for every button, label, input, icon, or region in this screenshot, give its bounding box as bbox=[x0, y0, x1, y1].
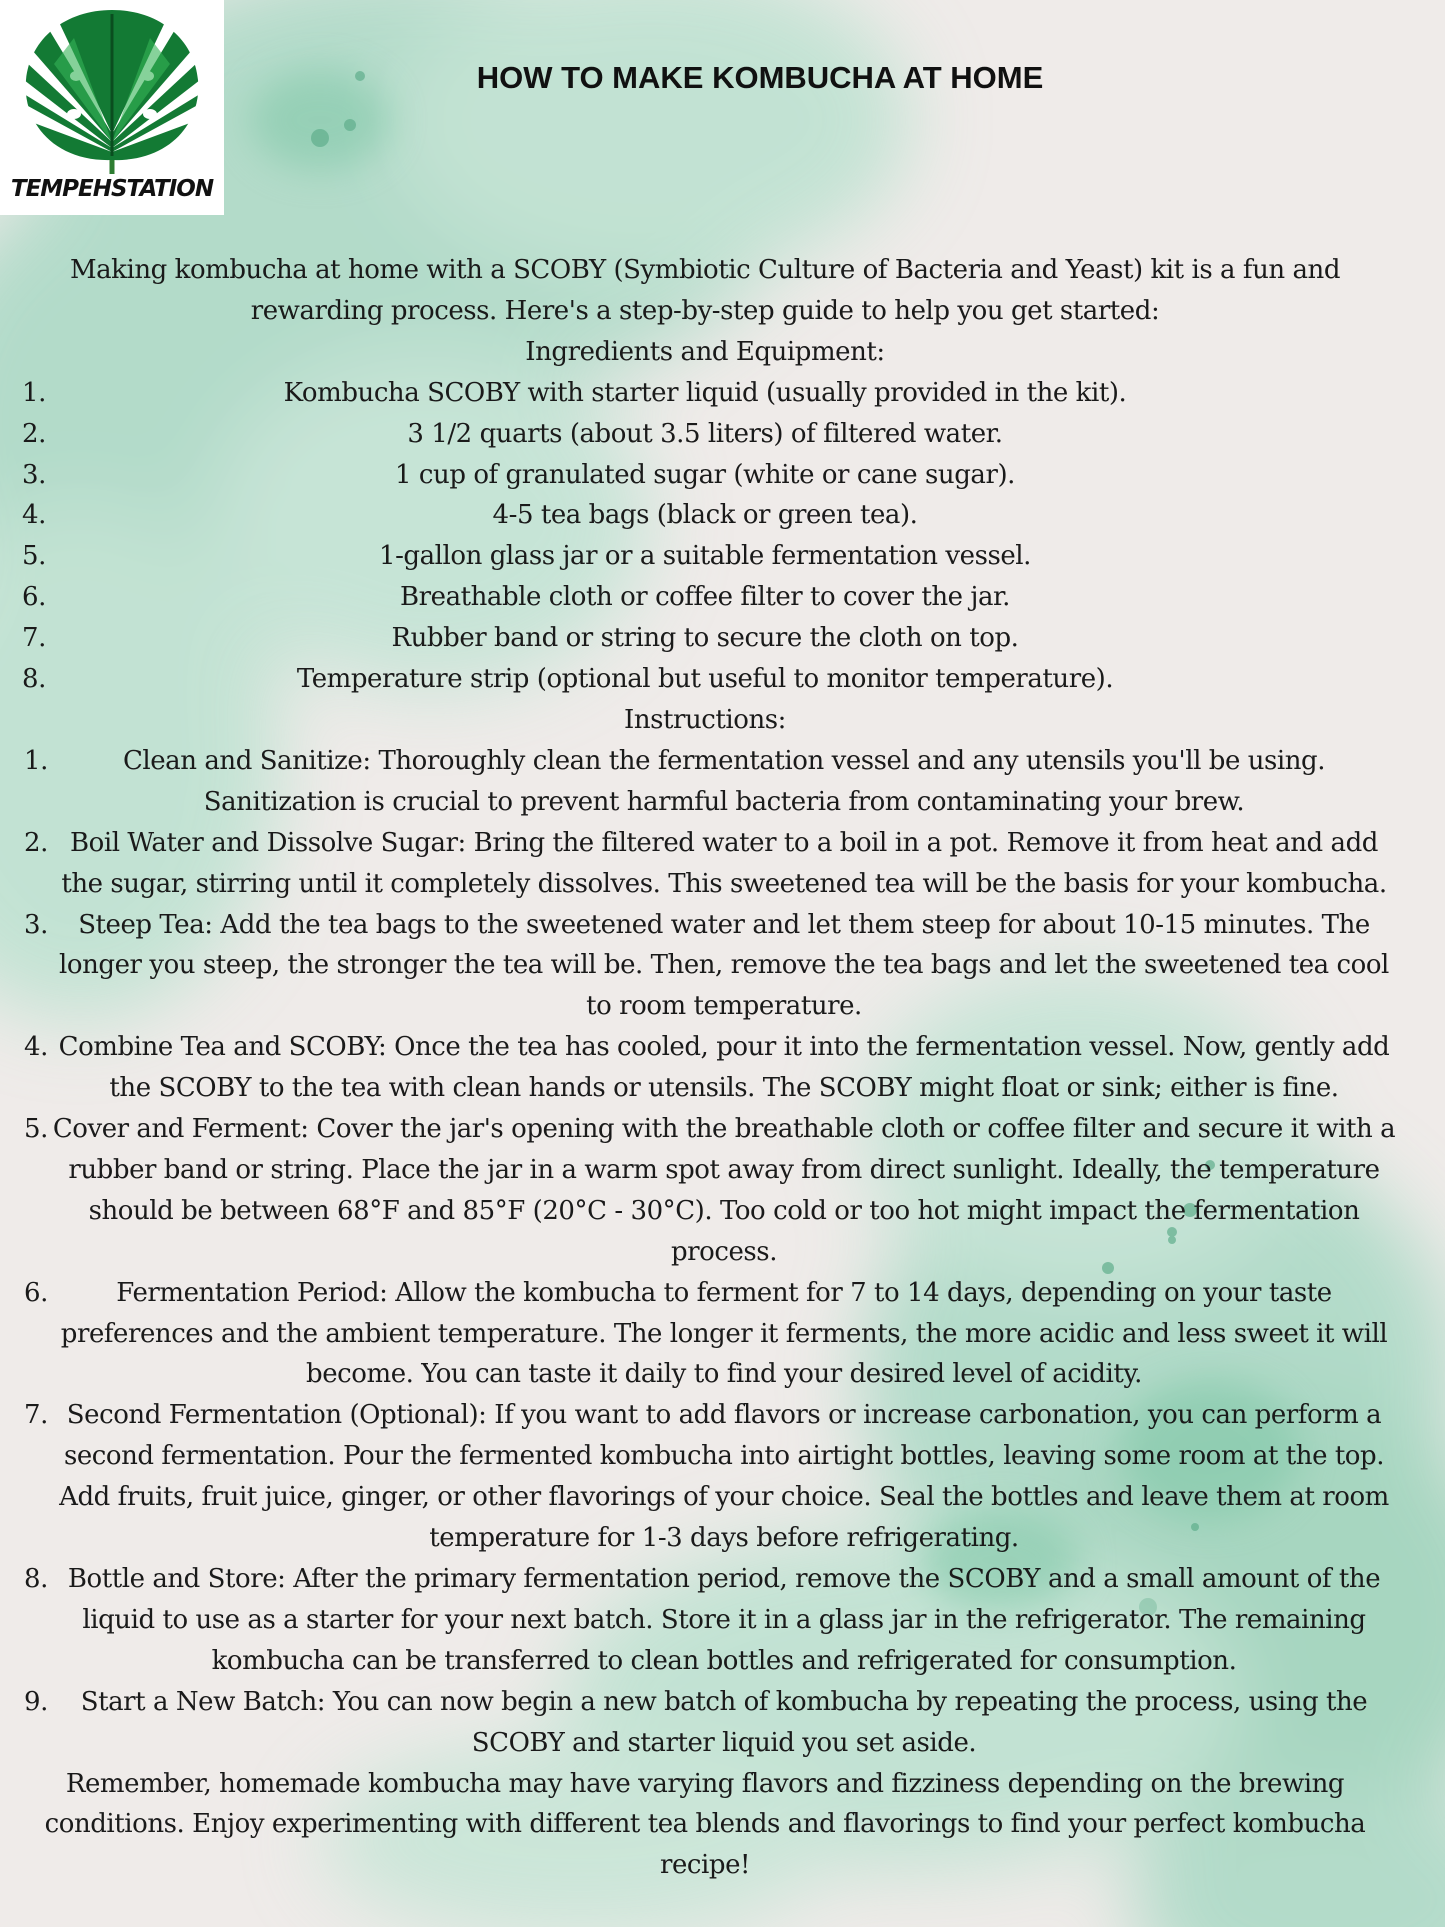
instruction-step bbox=[0, 1109, 1410, 1273]
instruction-step bbox=[0, 1027, 1410, 1109]
ingredient-text: Kombucha SCOBY with starter liquid (usually provided in the kit). bbox=[283, 377, 1127, 408]
logo-brand-text: TEMPEHSTATION bbox=[10, 176, 214, 202]
instruction-step bbox=[0, 741, 1410, 823]
step-text: Combine Tea and SCOBY: Once the tea has cooled, pour it into the fermentation vessel. Now, gently add the SCOBY to the tea with clean hands or utensils. The SCOBY might float or sink; either is fine. bbox=[58, 1032, 1390, 1104]
step-text: Start a New Batch: You can now begin a new batch of kombucha by repeating the process, using the SCOBY and starter liquid you set aside. bbox=[80, 1686, 1368, 1758]
ingredient-item bbox=[0, 618, 1410, 659]
ingredient-text: 4-5 tea bags (black or green tea). bbox=[492, 500, 918, 531]
intro-paragraph: Making kombucha at home with a SCOBY (Symbiotic Culture of Bacteria and Yeast) kit is a fun and rewarding process. Here's a step-by-step guide to help you get started: bbox=[69, 255, 1341, 326]
ingredient-item bbox=[0, 659, 1410, 700]
article-body bbox=[0, 250, 1410, 1886]
step-text: Fermentation Period: Allow the kombucha to ferment for 7 to 14 days, depending on your taste preferences and the ambient temperature. The longer it ferments, the more acidic and less sweet it will become. You can taste it daily to find your desired level of acidity. bbox=[60, 1277, 1388, 1390]
list-number: 2. bbox=[22, 418, 46, 449]
ingredient-text: 1 cup of granulated sugar (white or cane sugar). bbox=[395, 459, 1015, 490]
step-number: 7. bbox=[24, 1400, 48, 1431]
list-number: 3. bbox=[22, 459, 46, 490]
step-text: Boil Water and Dissolve Sugar: Bring the filtered water to a boil in a pot. Remove it from heat and add the sugar, stirring until it completely dissolves. This sweetened tea will be the basis for your kombucha. bbox=[61, 827, 1387, 899]
step-text: Bottle and Store: After the primary fermentation period, remove the SCOBY and a small amount of the liquid to use as a starter for your next batch. Store it in a glass jar in the refrigerator. The remaining kombucha can be transferred to clean bottles and refrigerated for consumption. bbox=[67, 1564, 1381, 1676]
logo bbox=[0, 0, 224, 215]
ingredient-text: Breathable cloth or coffee filter to cover the jar. bbox=[400, 582, 1010, 613]
closing-paragraph: Remember, homemade kombucha may have varying flavors and fizziness depending on the brewing conditions. Enjoy experimenting with different tea blends and flavorings to find your perfect kombucha recipe! bbox=[44, 1768, 1366, 1881]
step-text: Steep Tea: Add the tea bags to the sweetened water and let them steep for about 10-15 minutes. The longer you steep, the stronger the tea will be. Then, remove the tea bags and let the sweetened tea cool to room temperature. bbox=[59, 909, 1389, 1022]
ingredient-text: 3 1/2 quarts (about 3.5 liters) of filtered water. bbox=[407, 418, 1003, 449]
step-text: Cover and Ferment: Cover the jar's opening with the breathable cloth or coffee filter and secure it with a rubber band or string. Place the jar in a warm spot away from direct sunlight. Ideally, the temperature should be between 68°F and 85°F (20°C - 30°C). Too cold or too hot might impact the fermentation process. bbox=[52, 1114, 1396, 1267]
step-number: 9. bbox=[24, 1686, 48, 1717]
ingredient-item bbox=[0, 577, 1410, 618]
ingredient-item bbox=[0, 455, 1410, 496]
ingredient-item bbox=[0, 414, 1410, 455]
instruction-step bbox=[0, 1682, 1410, 1764]
ingredient-text: 1-gallon glass jar or a suitable fermentation vessel. bbox=[379, 541, 1031, 572]
list-number: 1. bbox=[22, 377, 46, 408]
instruction-step bbox=[0, 1395, 1410, 1559]
step-number: 2. bbox=[24, 827, 48, 858]
page-title: HOW TO MAKE KOMBUCHA AT HOME bbox=[476, 60, 1044, 95]
step-number: 8. bbox=[24, 1564, 48, 1594]
step-number: 3. bbox=[24, 909, 48, 940]
list-number: 6. bbox=[22, 582, 46, 613]
ingredients-heading: Ingredients and Equipment: bbox=[525, 336, 885, 367]
step-number: 1. bbox=[24, 745, 48, 776]
instruction-step bbox=[0, 1559, 1410, 1682]
step-text: Clean and Sanitize: Thoroughly clean the fermentation vessel and any utensils you'll be using. Sanitization is crucial to prevent harmful bacteria from contaminating your brew. bbox=[122, 745, 1326, 817]
instruction-step bbox=[0, 1273, 1410, 1396]
list-number: 4. bbox=[22, 500, 46, 531]
ingredient-item bbox=[0, 536, 1410, 577]
ingredient-text: Temperature strip (optional but useful to monitor temperature). bbox=[296, 664, 1114, 695]
step-number: 6. bbox=[24, 1277, 48, 1308]
step-number: 5. bbox=[24, 1114, 48, 1145]
instruction-step bbox=[0, 823, 1410, 905]
instruction-step bbox=[0, 905, 1410, 1028]
ingredient-item bbox=[0, 373, 1410, 414]
list-number: 7. bbox=[22, 623, 46, 654]
instructions-heading: Instructions: bbox=[624, 704, 786, 735]
list-number: 8. bbox=[22, 664, 46, 695]
ingredient-item bbox=[0, 495, 1410, 536]
step-number: 4. bbox=[24, 1032, 48, 1063]
ingredient-text: Rubber band or string to secure the cloth on top. bbox=[391, 623, 1019, 654]
list-number: 5. bbox=[22, 541, 46, 572]
step-text: Second Fermentation (Optional): If you want to add flavors or increase carbonation, you can perform a second fermentation. Pour the fermented kombucha into airtight bottles, leaving some room at the top. Add fruits, fruit juice, ginger, or other flavorings of your choice. Seal the bottles and leave them at room temperature for 1-3 days before refrigerating. bbox=[59, 1400, 1389, 1554]
monstera-leaf-icon bbox=[14, 2, 210, 178]
